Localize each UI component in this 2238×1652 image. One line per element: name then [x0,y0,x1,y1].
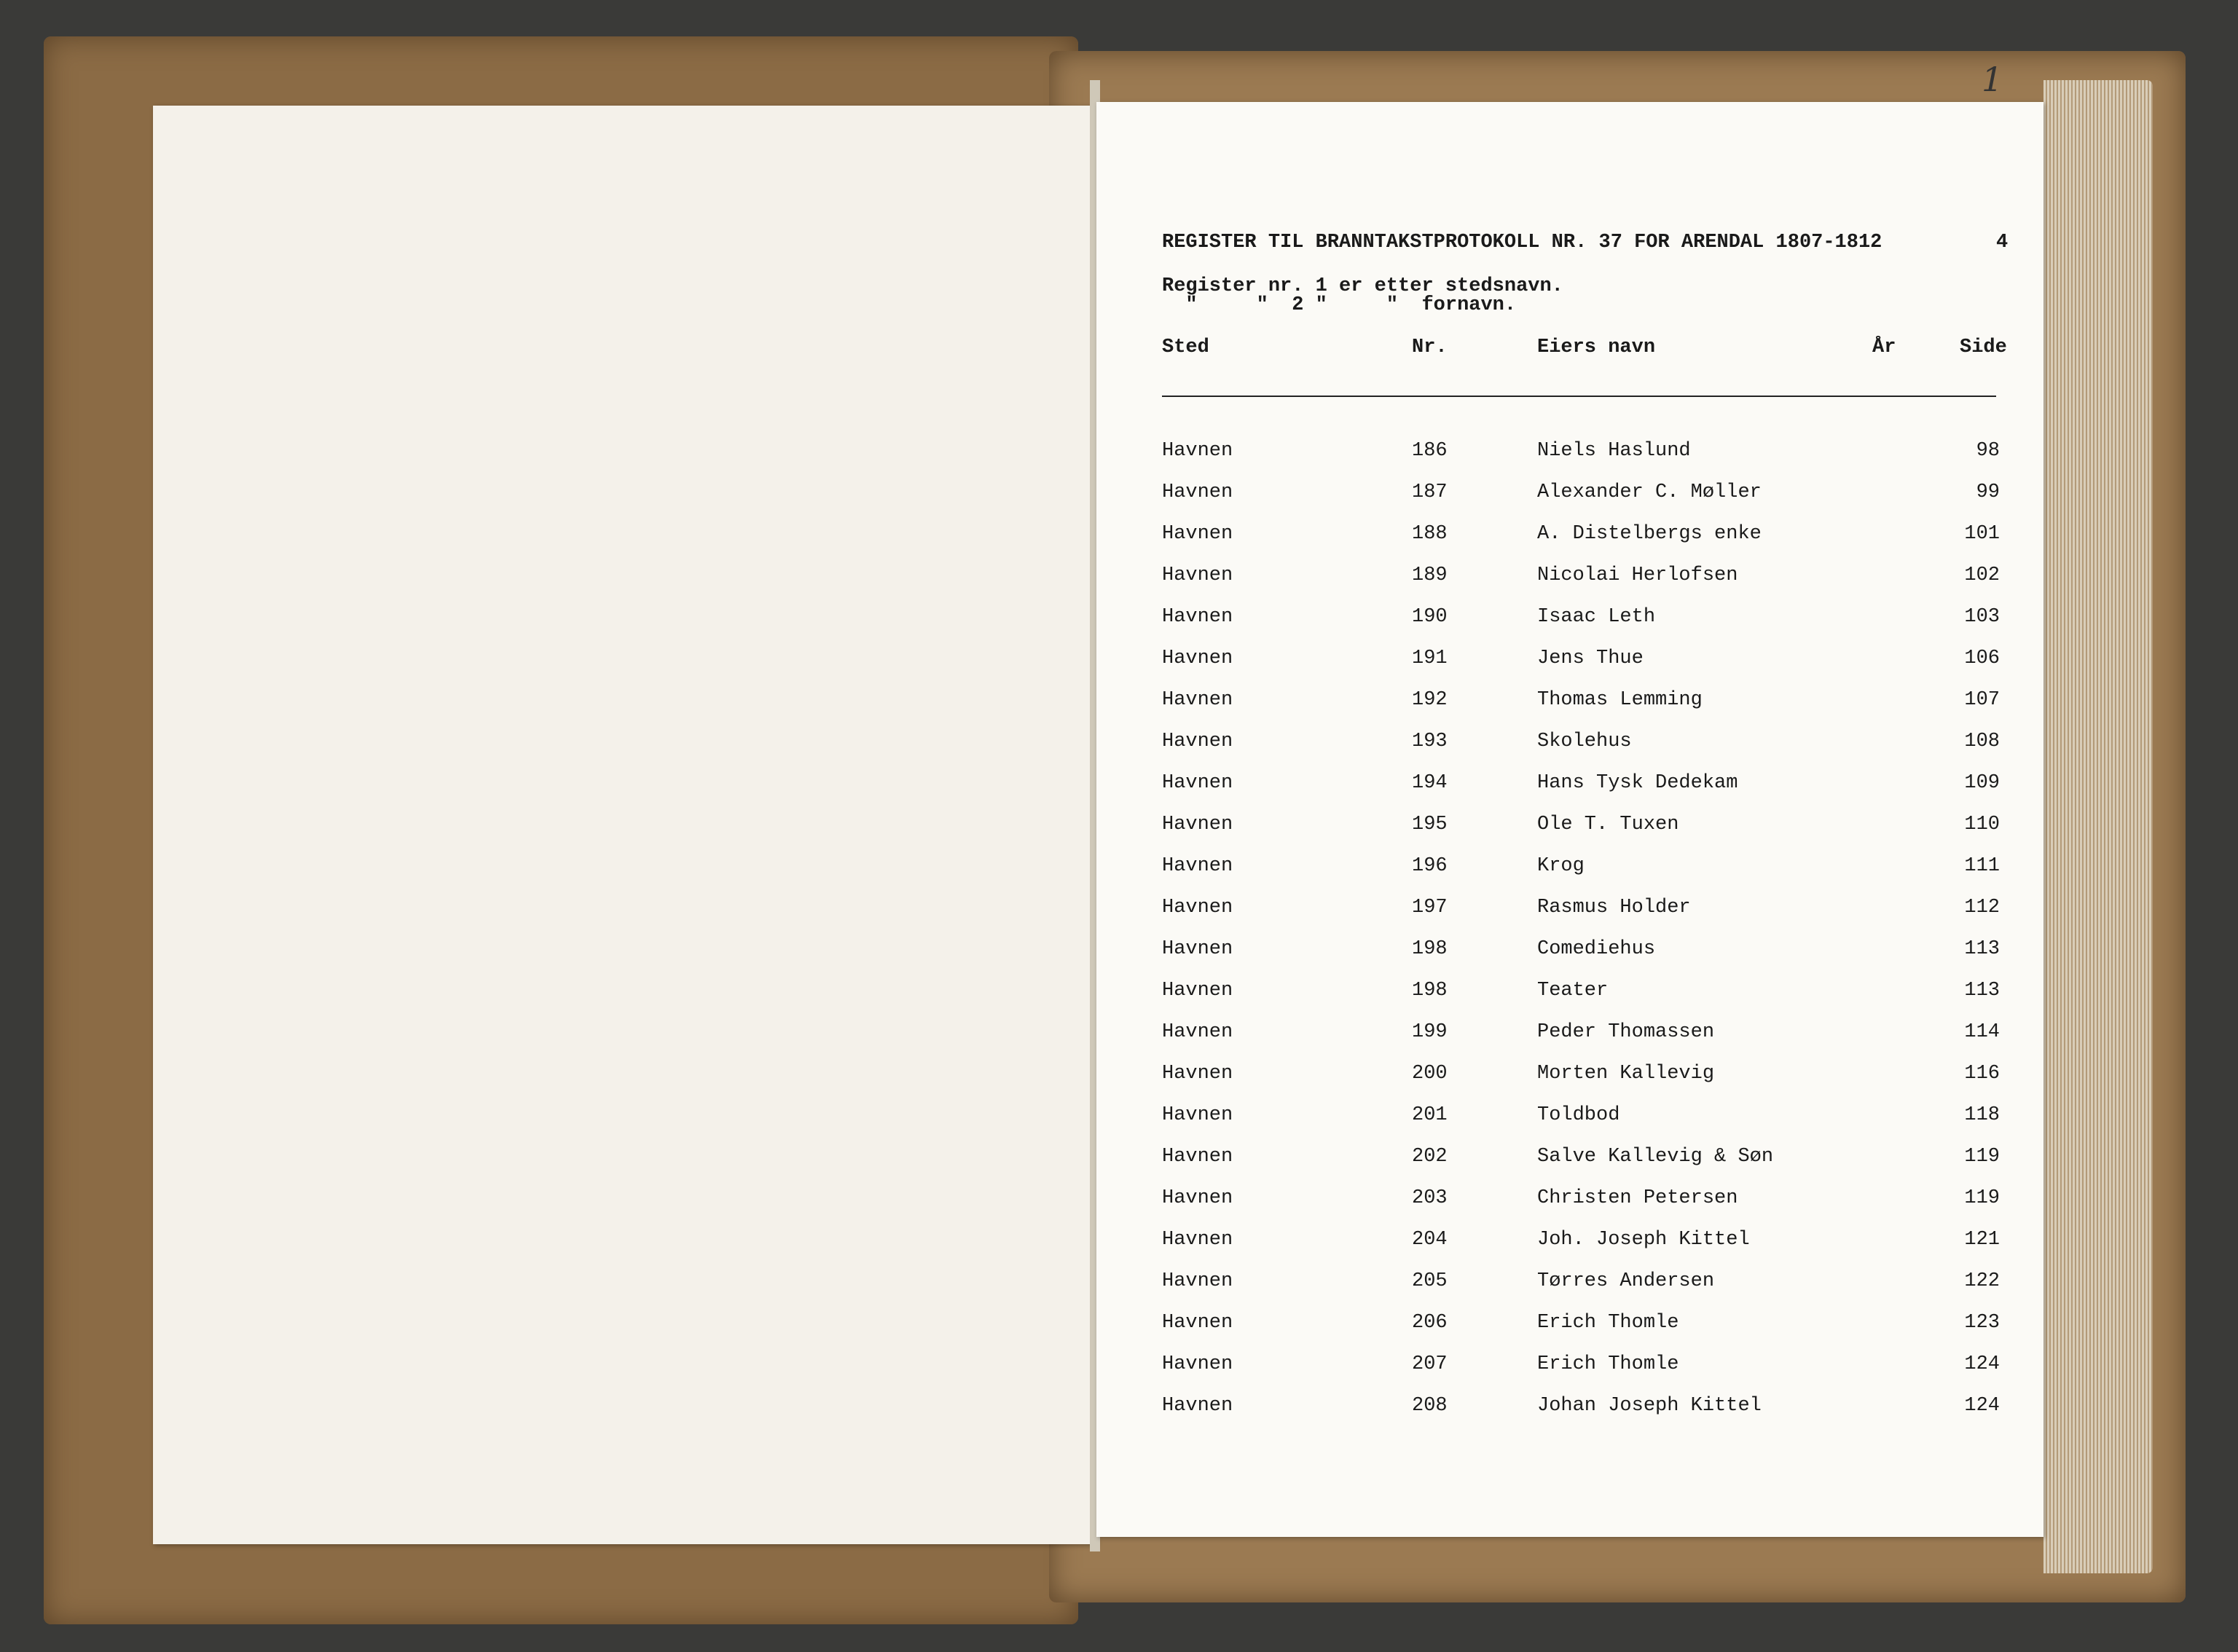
table-row [1162,772,2014,801]
document-title: REGISTER TIL BRANNTAKSTPROTOKOLL NR. 37 FOR ARENDAL 1807-1812 [1162,232,1882,253]
row-side: 124 [1964,1353,2000,1375]
table-row [1162,481,2014,511]
row-sted: Havnen [1162,855,1233,877]
row-nr: 198 [1412,938,1448,960]
row-side: 103 [1964,606,2000,628]
table-row [1162,648,2014,677]
row-eiers-navn: Christen Petersen [1537,1187,1738,1209]
row-side: 124 [1964,1395,2000,1417]
subtitle-line-2: " " 2 " " fornavn. [1162,294,1517,316]
row-sted: Havnen [1162,938,1233,960]
row-nr: 204 [1412,1229,1448,1251]
column-header-aar: År [1872,337,1896,358]
row-side: 113 [1964,938,2000,960]
row-eiers-navn: Salve Kallevig & Søn [1537,1146,1774,1168]
row-nr: 198 [1412,980,1448,1002]
row-nr: 205 [1412,1270,1448,1292]
row-side: 119 [1964,1187,2000,1209]
row-eiers-navn: Ole T. Tuxen [1537,814,1679,835]
row-eiers-navn: Tørres Andersen [1537,1270,1715,1292]
row-sted: Havnen [1162,1395,1233,1417]
row-nr: 202 [1412,1146,1448,1168]
row-nr: 208 [1412,1395,1448,1417]
table-row [1162,980,2014,1009]
page-number: 4 [1996,232,2009,253]
row-side: 109 [1964,772,2000,794]
row-side: 102 [1964,565,2000,586]
row-sted: Havnen [1162,606,1233,628]
folio-number: 1 [1982,60,2003,99]
row-sted: Havnen [1162,689,1233,711]
table-row [1162,814,2014,843]
left-page-blank [153,106,1096,1544]
row-eiers-navn: Nicolai Herlofsen [1537,565,1738,586]
row-nr: 192 [1412,689,1448,711]
row-sted: Havnen [1162,980,1233,1002]
row-eiers-navn: Jens Thue [1537,648,1644,669]
row-sted: Havnen [1162,565,1233,586]
row-sted: Havnen [1162,897,1233,919]
row-eiers-navn: Joh. Joseph Kittel [1537,1229,1750,1251]
row-side: 121 [1964,1229,2000,1251]
row-eiers-navn: Skolehus [1537,731,1632,752]
row-eiers-navn: Morten Kallevig [1537,1063,1715,1085]
table-row [1162,1395,2014,1424]
row-nr: 206 [1412,1312,1448,1334]
table-row [1162,1353,2014,1382]
row-eiers-navn: Comediehus [1537,938,1656,960]
row-sted: Havnen [1162,731,1233,752]
row-sted: Havnen [1162,523,1233,545]
row-nr: 186 [1412,440,1448,462]
row-sted: Havnen [1162,1270,1233,1292]
row-eiers-navn: Krog [1537,855,1585,877]
row-sted: Havnen [1162,772,1233,794]
page-edges [2043,80,2153,1573]
row-sted: Havnen [1162,1229,1233,1251]
row-nr: 207 [1412,1353,1448,1375]
row-side: 112 [1964,897,2000,919]
column-header-sted: Sted [1162,337,1209,358]
row-eiers-navn: Thomas Lemming [1537,689,1703,711]
row-eiers-navn: Erich Thomle [1537,1353,1679,1375]
table-row [1162,1270,2014,1299]
table-row [1162,1021,2014,1050]
row-side: 118 [1964,1104,2000,1126]
table-row [1162,938,2014,967]
row-eiers-navn: Peder Thomassen [1537,1021,1715,1043]
row-sted: Havnen [1162,1312,1233,1334]
table-row [1162,1104,2014,1133]
row-sted: Havnen [1162,440,1233,462]
subtitle-line-1: Register nr. 1 er etter stedsnavn. [1162,275,1563,297]
row-eiers-navn: Erich Thomle [1537,1312,1679,1334]
row-sted: Havnen [1162,481,1233,503]
row-nr: 194 [1412,772,1448,794]
row-side: 119 [1964,1146,2000,1168]
row-side: 123 [1964,1312,2000,1334]
row-nr: 203 [1412,1187,1448,1209]
table-row [1162,523,2014,552]
row-side: 98 [1976,440,2000,462]
column-header-side: Side [1960,337,2007,358]
table-row [1162,1229,2014,1258]
row-nr: 199 [1412,1021,1448,1043]
column-header-nr: Nr. [1412,337,1448,358]
table-row [1162,897,2014,926]
row-nr: 195 [1412,814,1448,835]
row-nr: 196 [1412,855,1448,877]
row-eiers-navn: Alexander C. Møller [1537,481,1762,503]
table-row [1162,565,2014,594]
row-nr: 201 [1412,1104,1448,1126]
row-nr: 197 [1412,897,1448,919]
row-side: 101 [1964,523,2000,545]
row-nr: 191 [1412,648,1448,669]
table-row [1162,1146,2014,1175]
row-side: 106 [1964,648,2000,669]
row-side: 99 [1976,481,2000,503]
row-side: 116 [1964,1063,2000,1085]
row-sted: Havnen [1162,814,1233,835]
row-nr: 187 [1412,481,1448,503]
row-eiers-navn: Isaac Leth [1537,606,1656,628]
row-sted: Havnen [1162,1353,1233,1375]
table-row [1162,1063,2014,1092]
row-eiers-navn: Rasmus Holder [1537,897,1691,919]
row-eiers-navn: Johan Joseph Kittel [1537,1395,1762,1417]
row-eiers-navn: Hans Tysk Dedekam [1537,772,1738,794]
row-side: 122 [1964,1270,2000,1292]
table-row [1162,1187,2014,1216]
row-eiers-navn: Niels Haslund [1537,440,1691,462]
row-eiers-navn: Toldbod [1537,1104,1620,1126]
row-nr: 188 [1412,523,1448,545]
table-row [1162,855,2014,884]
row-side: 111 [1964,855,2000,877]
row-side: 108 [1964,731,2000,752]
row-sted: Havnen [1162,1063,1233,1085]
row-side: 110 [1964,814,2000,835]
row-eiers-navn: A. Distelbergs enke [1537,523,1762,545]
row-sted: Havnen [1162,1146,1233,1168]
header-divider [1162,396,1996,397]
row-side: 113 [1964,980,2000,1002]
row-eiers-navn: Teater [1537,980,1609,1002]
row-sted: Havnen [1162,1021,1233,1043]
table-row [1162,606,2014,635]
column-header-eiers-navn: Eiers navn [1537,337,1656,358]
table-row [1162,1312,2014,1341]
table-row [1162,689,2014,718]
row-sted: Havnen [1162,1104,1233,1126]
table-row [1162,731,2014,760]
row-sted: Havnen [1162,648,1233,669]
row-nr: 200 [1412,1063,1448,1085]
table-row [1162,440,2014,469]
row-nr: 190 [1412,606,1448,628]
row-side: 114 [1964,1021,2000,1043]
row-side: 107 [1964,689,2000,711]
row-sted: Havnen [1162,1187,1233,1209]
row-nr: 193 [1412,731,1448,752]
row-nr: 189 [1412,565,1448,586]
